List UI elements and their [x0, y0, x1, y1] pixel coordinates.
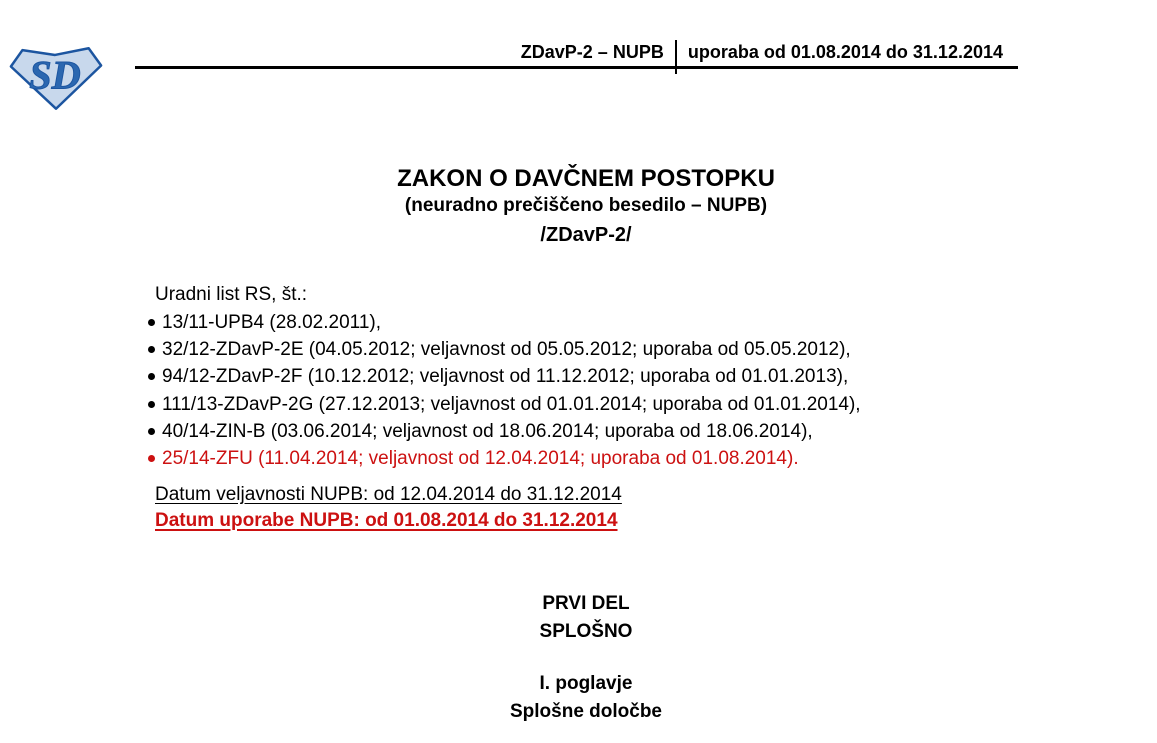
gazette-item	[148, 363, 861, 390]
page-header	[135, 40, 1003, 74]
gazette-item	[148, 309, 861, 336]
validity-date-line: Datum veljavnosti NUPB: od 12.04.2014 do 31.12.2014	[155, 484, 622, 505]
part-subheading: SPLOŠNO	[539, 620, 633, 642]
document-short-name: /ZDavP-2/	[540, 224, 632, 246]
document-subtitle: (neuradno prečiščeno besedilo – NUPB)	[404, 195, 768, 216]
chapter-subheading: Splošne določbe	[509, 700, 663, 722]
gazette-item-highlighted	[148, 445, 861, 472]
chapter-heading-block	[15, 670, 1157, 725]
gazette-item	[148, 391, 861, 418]
svg-text:SD: SD	[29, 52, 81, 98]
gazette-item-text: 40/14-ZIN-B (03.06.2014; veljavnost od 18.06.2014; uporaba od 18.06.2014),	[162, 420, 813, 442]
gazette-item-text: 94/12-ZDavP-2F (10.12.2012; veljavnost od 11.12.2012; uporaba od 01.01.2013),	[162, 366, 849, 388]
header-usage-range: uporaba od 01.08.2014 do 31.12.2014	[687, 42, 1003, 62]
document-title: ZAKON O DAVČNEM POSTOPKU	[397, 165, 775, 192]
gazette-label: Uradni list RS, št.:	[155, 284, 308, 305]
bullet-icon	[148, 428, 155, 435]
gazette-item	[148, 418, 861, 445]
header-doc-code: ZDavP-2 – NUPB	[520, 42, 664, 62]
gazette-item	[148, 336, 861, 363]
gazette-item-text: 25/14-ZFU (11.04.2014; veljavnost od 12.04.2014; uporaba od 01.08.2014).	[162, 447, 799, 469]
gazette-item-text: 111/13-ZDavP-2G (27.12.2013; veljavnost od 01.01.2014; uporaba od 01.01.2014),	[162, 393, 861, 415]
part-heading: PRVI DEL	[542, 593, 630, 614]
gazette-list	[148, 309, 861, 472]
header-separator-bar	[675, 40, 677, 74]
title-block	[15, 165, 1157, 247]
bullet-icon	[148, 319, 155, 326]
bullet-icon	[148, 455, 155, 462]
chapter-heading: I. poglavje	[539, 673, 633, 694]
bullet-icon	[148, 401, 155, 408]
usage-date-line: Datum uporabe NUPB: od 01.08.2014 do 31.12.2014	[155, 510, 618, 531]
gazette-item-text: 13/11-UPB4 (28.02.2011),	[162, 312, 381, 333]
sd-shield-logo-icon	[8, 44, 104, 112]
bullet-icon	[148, 373, 155, 380]
gazette-item-text: 32/12-ZDavP-2E (04.05.2012; veljavnost od 05.05.2012; uporaba od 05.05.2012),	[162, 339, 851, 361]
bullet-icon	[148, 346, 155, 353]
part-heading-block	[15, 590, 1157, 645]
